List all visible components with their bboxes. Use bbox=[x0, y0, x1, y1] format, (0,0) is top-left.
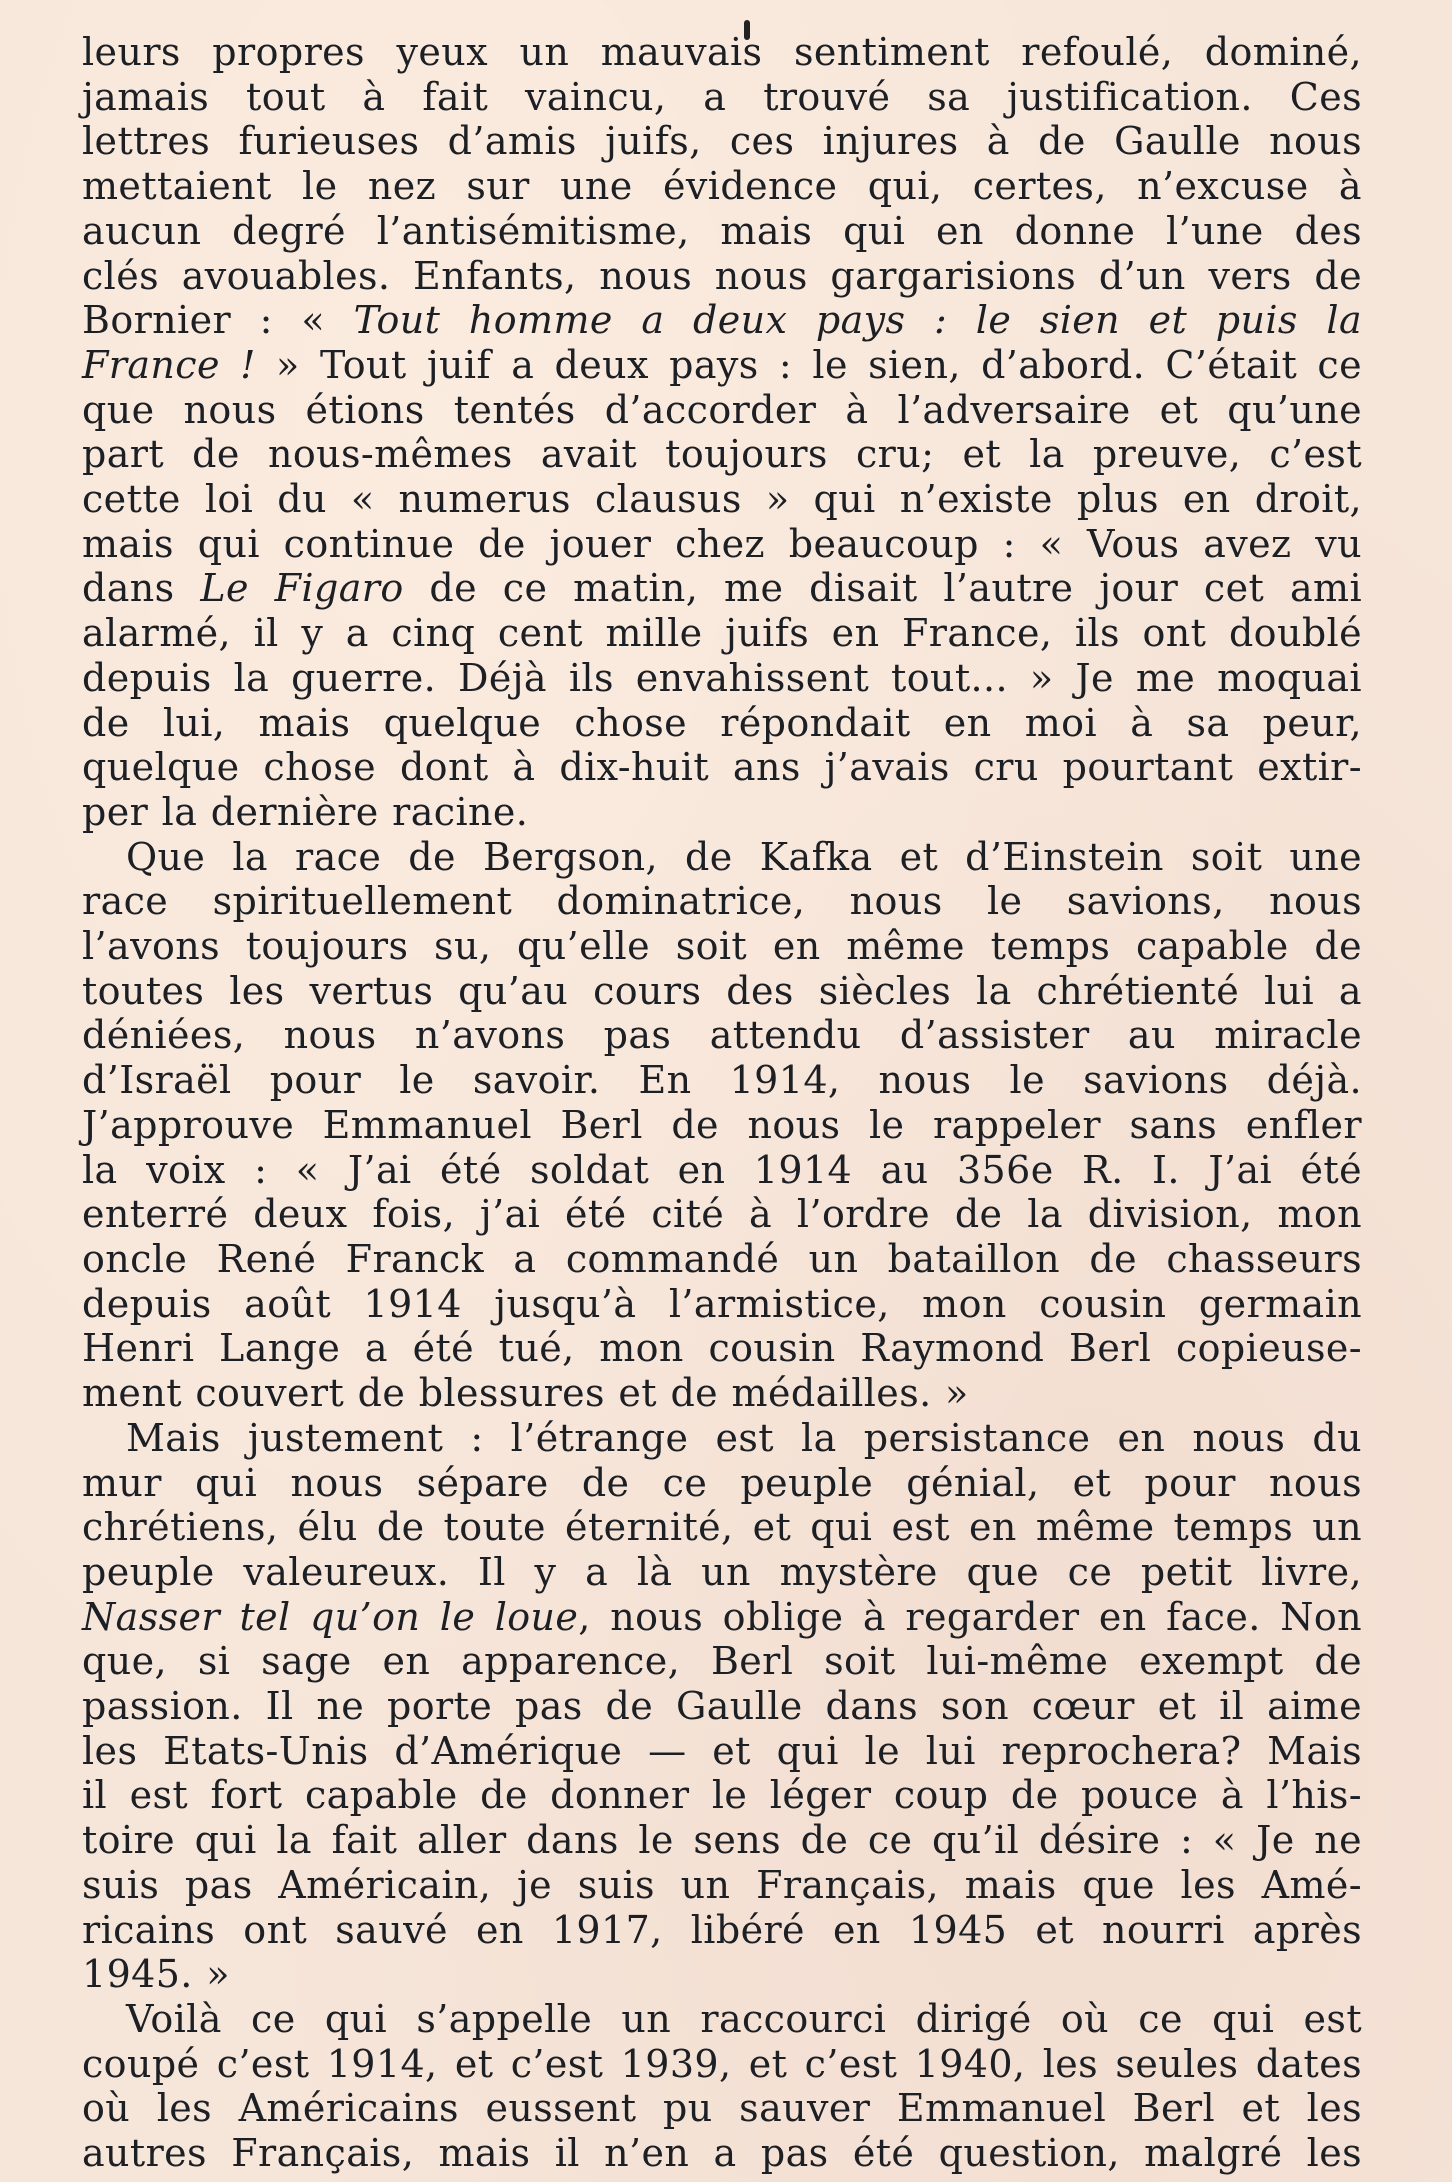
paragraph-4 bbox=[82, 1997, 1362, 2176]
text-line: depuis la guerre. Déjà ils envahissent tout... » Je me moquai bbox=[82, 655, 1362, 700]
text-line: toire qui la fait aller dans le sens de ce qu’il désire : « Je ne bbox=[82, 1818, 1362, 1863]
text-line: part de nous-mêmes avait toujours cru; et la preuve, c’est bbox=[82, 432, 1362, 477]
text-line: aucun degré l’antisémitisme, mais qui en donne l’une des bbox=[82, 208, 1362, 253]
text-line: jamais tout à fait vaincu, a trouvé sa justification. Ces bbox=[82, 74, 1362, 119]
text-line: l’avons toujours su, qu’elle soit en même temps capable de bbox=[82, 924, 1362, 969]
text-line: coupé c’est 1914, et c’est 1939, et c’est 1940, les seules dates bbox=[82, 2041, 1362, 2086]
text-line: les Etats-Unis d’Amérique — et qui le lui reprochera? Mais bbox=[82, 1728, 1362, 1773]
text-line: France ! » Tout juif a deux pays : le sien, d’abord. C’était ce bbox=[82, 342, 1363, 387]
text-line: alarmé, il y a cinq cent mille juifs en France, ils ont doublé bbox=[82, 611, 1362, 656]
italic-text: Nasser tel qu’on le loue bbox=[82, 1594, 579, 1639]
text-line: autres Français, mais il n’en a pas été question, malgré les bbox=[82, 2131, 1362, 2176]
paragraph-1 bbox=[82, 30, 1362, 835]
text-line: où les Américains eussent pu sauver Emmanuel Berl et les bbox=[82, 2086, 1362, 2131]
text-line: Voilà ce qui s’appelle un raccourci dirigé où ce qui est bbox=[126, 1996, 1362, 2041]
text-line: Henri Lange a été tué, mon cousin Raymond Berl copieuse- bbox=[82, 1326, 1362, 1371]
text-line: Que la race de Bergson, de Kafka et d’Einstein soit une bbox=[126, 834, 1362, 879]
text-line: clés avouables. Enfants, nous nous gargarisions d’un vers de bbox=[82, 253, 1362, 298]
text-line: 1945. » bbox=[82, 1952, 230, 1997]
text-line: chrétiens, élu de toute éternité, et qui est en même temps un bbox=[82, 1505, 1362, 1550]
text-line: que, si sage en apparence, Berl soit lui-même exempt de bbox=[82, 1639, 1362, 1684]
text-line: depuis août 1914 jusqu’à l’armistice, mon cousin germain bbox=[82, 1281, 1362, 1326]
text-line: mur qui nous sépare de ce peuple génial, et pour nous bbox=[82, 1460, 1362, 1505]
text-line: mettaient le nez sur une évidence qui, certes, n’excuse à bbox=[82, 164, 1362, 209]
text-line: déniées, nous n’avons pas attendu d’assister au miracle bbox=[82, 1013, 1362, 1058]
text-line: per la dernière racine. bbox=[82, 789, 529, 834]
text-line: Bornier : « Tout homme a deux pays : le sien et puis la bbox=[82, 298, 1362, 343]
text-line: suis pas Américain, je suis un Français, mais que les Amé- bbox=[82, 1862, 1362, 1907]
text-line: dans Le Figaro de ce matin, me disait l’autre jour cet ami bbox=[82, 566, 1362, 611]
text-line: toutes les vertus qu’au cours des siècles la chrétienté lui a bbox=[82, 968, 1362, 1013]
text-line: mais qui continue de jouer chez beaucoup : « Vous avez vu bbox=[82, 521, 1362, 566]
text-line: lettres furieuses d’amis juifs, ces injures à de Gaulle nous bbox=[82, 119, 1362, 164]
text-line: Mais justement : l’étrange est la persistance en nous du bbox=[126, 1415, 1362, 1460]
text-line: race spirituellement dominatrice, nous le savions, nous bbox=[82, 879, 1362, 924]
text-line: il est fort capable de donner le léger coup de pouce à l’his- bbox=[82, 1773, 1362, 1818]
text-line: oncle René Franck a commandé un bataillon de chasseurs bbox=[82, 1236, 1362, 1281]
text-line: J’approuve Emmanuel Berl de nous le rappeler sans enfler bbox=[82, 1102, 1362, 1147]
text-line: ment couvert de blessures et de médailles. » bbox=[82, 1371, 969, 1416]
text-line: que nous étions tentés d’accorder à l’adversaire et qu’une bbox=[82, 387, 1362, 432]
paragraph-2 bbox=[82, 835, 1362, 1416]
text-line: d’Israël pour le savoir. En 1914, nous le savions déjà. bbox=[82, 1058, 1362, 1103]
text-line: quelque chose dont à dix-huit ans j’avais cru pourtant extir- bbox=[82, 745, 1362, 790]
text-line: Nasser tel qu’on le loue, nous oblige à regarder en face. Non bbox=[82, 1594, 1362, 1639]
text-line: leurs propres yeux un mauvais sentiment refoulé, dominé, bbox=[82, 30, 1362, 74]
italic-text: Le Figaro bbox=[200, 566, 404, 611]
text-line: ricains ont sauvé en 1917, libéré en 1945 et nourri après bbox=[82, 1907, 1362, 1952]
text-line: cette loi du « numerus clausus » qui n’existe plus en droit, bbox=[82, 477, 1362, 522]
text-line: enterré deux fois, j’ai été cité à l’ordre de la division, mon bbox=[82, 1192, 1362, 1237]
text-line: peuple valeureux. Il y a là un mystère que ce petit livre, bbox=[82, 1549, 1362, 1594]
paragraph-3 bbox=[82, 1416, 1362, 1997]
text-line: de lui, mais quelque chose répondait en moi à sa peur, bbox=[82, 700, 1362, 745]
text-line: passion. Il ne porte pas de Gaulle dans son cœur et il aime bbox=[82, 1684, 1362, 1729]
italic-text: France ! bbox=[82, 342, 256, 387]
italic-text: Tout homme a deux pays : le sien et puis la bbox=[353, 298, 1362, 343]
text-line: la voix : « J’ai été soldat en 1914 au 356e R. I. J’ai été bbox=[82, 1147, 1362, 1192]
book-page-text bbox=[82, 30, 1363, 2176]
